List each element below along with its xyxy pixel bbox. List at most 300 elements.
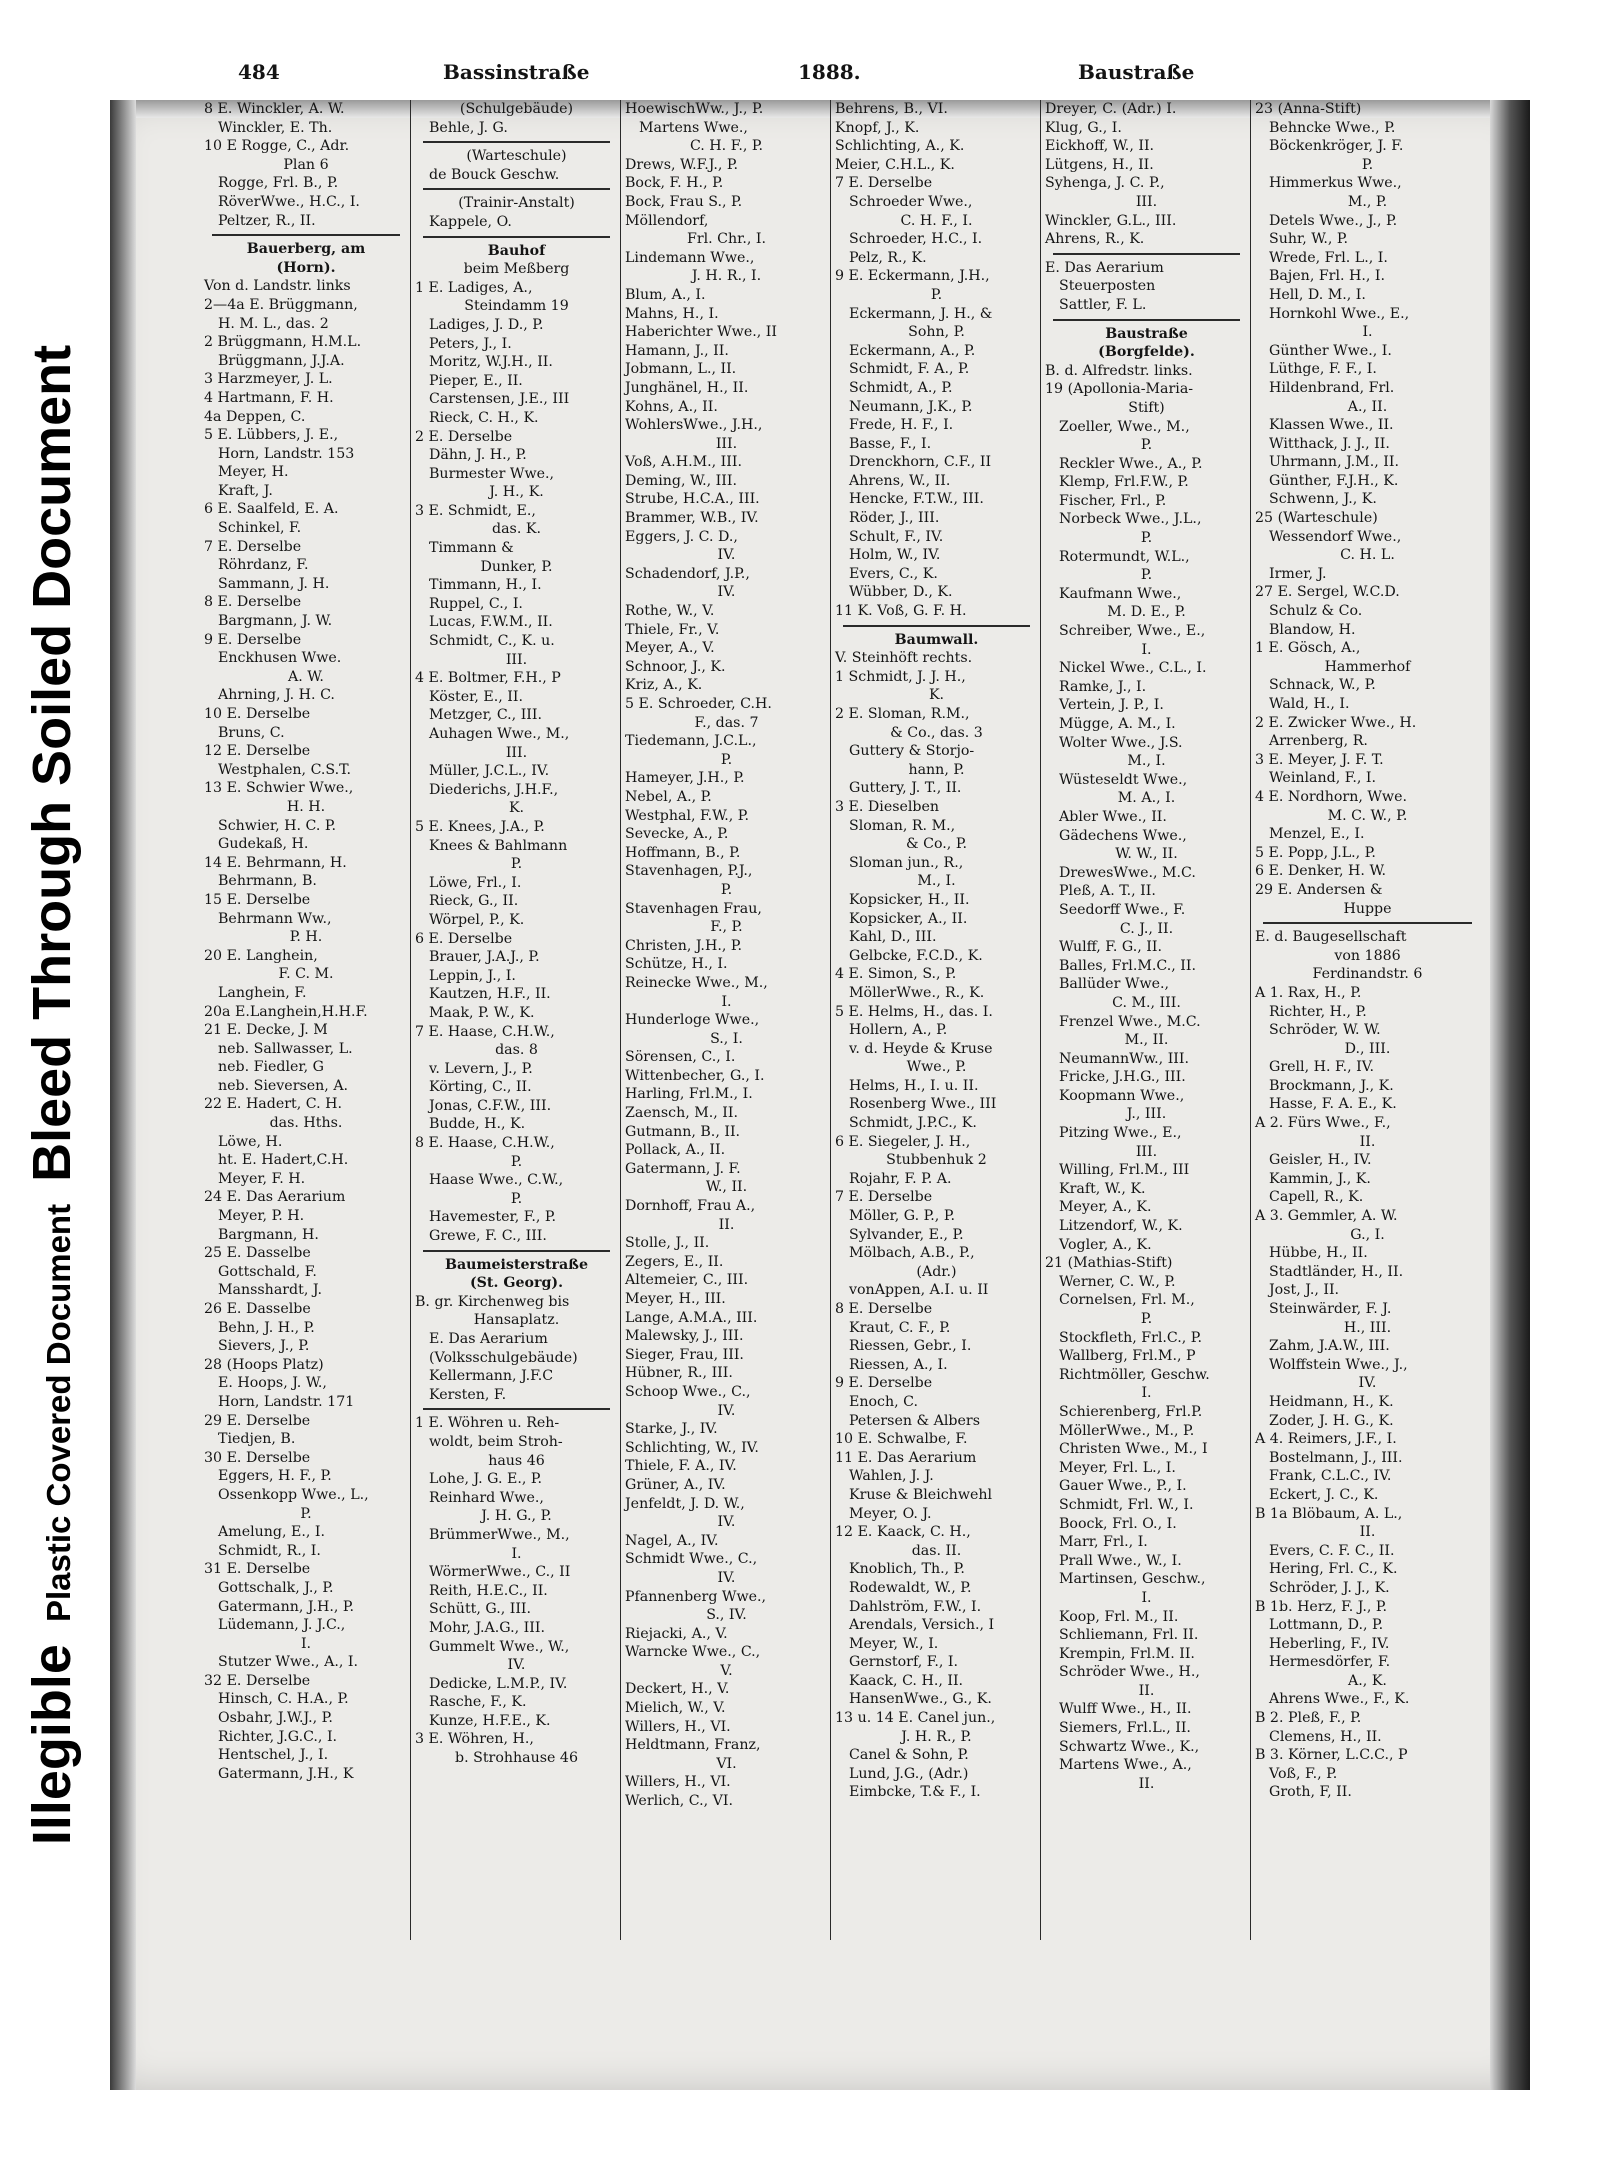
directory-line: Wulff Wwe., H., II.	[1059, 1701, 1192, 1718]
directory-line: Jenfeldt, J. D. W.,	[625, 1495, 745, 1512]
directory-line: D., III.	[1344, 1040, 1391, 1057]
directory-line: 8 E. Haase, C.H.W.,	[415, 1135, 555, 1152]
directory-line: 3 E. Dieselben	[835, 798, 940, 815]
directory-line: Mansshardt, J.	[218, 1282, 322, 1299]
directory-line: 19 (Apollonia-Maria-	[1045, 381, 1194, 398]
directory-line: Prall Wwe., W., I.	[1059, 1552, 1182, 1569]
directory-line: Nebel, A., P.	[625, 788, 712, 805]
directory-line: Rasche, F., K.	[429, 1694, 527, 1711]
directory-line: & Co., P.	[906, 836, 967, 853]
directory-line: Hollern, A., P.	[849, 1022, 948, 1039]
directory-line: Ruppel, C., I.	[429, 595, 523, 612]
directory-line: Knees & Bahlmann	[429, 837, 568, 854]
directory-line: Gernstorf, F., I.	[849, 1654, 958, 1671]
directory-line: Röhrdanz, F.	[218, 557, 309, 574]
directory-line: Schmidt, F. A., P.	[849, 361, 970, 378]
directory-line: B. d. Alfredstr. links.	[1045, 362, 1193, 379]
directory-line: IV.	[717, 1569, 736, 1586]
directory-line: Wwe., P.	[906, 1059, 967, 1076]
running-header	[118, 60, 1498, 90]
directory-line: Sörensen, C., I.	[625, 1049, 736, 1066]
directory-line: 29 E. Andersen &	[1255, 881, 1383, 898]
directory-line: Ossenkopp Wwe., L.,	[218, 1486, 369, 1503]
directory-line: beim Meßberg	[463, 261, 570, 278]
directory-line: III.	[715, 435, 738, 452]
directory-line: de Bouck Geschw.	[429, 166, 560, 183]
directory-line: S., I.	[710, 1030, 743, 1047]
directory-line: I.	[1141, 1589, 1152, 1606]
directory-line: Christen Wwe., M., I	[1059, 1441, 1208, 1458]
directory-line: Hamann, J., II.	[625, 342, 729, 359]
directory-line: 1 E. Gösch, A.,	[1255, 640, 1361, 657]
directory-line: 8 E. Derselbe	[204, 594, 302, 611]
directory-line: Schliemann, Frl. II.	[1059, 1627, 1199, 1644]
directory-line: Amelung, E., I.	[218, 1524, 326, 1541]
directory-line: Zoeller, Wwe., M.,	[1059, 418, 1190, 435]
directory-line: Starke, J., IV.	[625, 1421, 718, 1438]
directory-line: Dunker, P.	[480, 558, 553, 575]
directory-line: Dahlström, F.W., I.	[849, 1598, 982, 1615]
directory-line: P. H.	[289, 929, 323, 946]
directory-line: Gelbcke, F.C.D., K.	[849, 947, 983, 964]
directory-line: Junghänel, H., II.	[625, 379, 749, 396]
directory-line: b. Strohhause 46	[455, 1750, 578, 1767]
directory-line: Kopsicker, A., II.	[849, 910, 968, 927]
directory-line: (Schulgebäude)	[459, 101, 574, 117]
directory-line: Stockfleth, Frl.C., P.	[1059, 1329, 1202, 1346]
column-4	[830, 100, 1038, 1940]
directory-line: Kraut, C. F., P.	[849, 1319, 951, 1336]
directory-line: 4 E. Nordhorn, Wwe.	[1255, 788, 1407, 805]
street-heading: Bauerberg, am	[246, 241, 366, 258]
street-heading: Baumwall.	[894, 631, 979, 648]
directory-line: Schulz & Co.	[1269, 603, 1363, 620]
directory-line: 26 E. Dasselbe	[204, 1301, 311, 1317]
directory-line: Maak, P. W., K.	[429, 1004, 535, 1021]
directory-line: Kohns, A., II.	[625, 398, 718, 415]
plastic-covered-label: Plastic Covered Document	[40, 1203, 77, 1623]
directory-line: Stavenhagen, P.J.,	[625, 863, 753, 880]
directory-line: C. J., II.	[1119, 920, 1174, 937]
directory-line: Clemens, H., II.	[1269, 1728, 1382, 1745]
directory-line: Gädechens Wwe.,	[1059, 827, 1187, 844]
directory-line: J., III.	[1126, 1106, 1167, 1123]
page-binding-shadow	[110, 100, 136, 2090]
directory-line: Willers, H., VI.	[625, 1774, 731, 1791]
directory-line: Ahrens Wwe., F., K.	[1269, 1691, 1410, 1708]
directory-line: Behrmann Ww.,	[218, 910, 332, 927]
directory-line: 6 E. Denker, H. W.	[1255, 863, 1387, 880]
directory-line: Plan 6	[283, 156, 329, 173]
directory-line: Günther, F.J.H., K.	[1269, 472, 1399, 489]
directory-line: Martens Wwe., A.,	[1059, 1757, 1192, 1774]
directory-line: 2 E. Derselbe	[415, 428, 513, 445]
directory-line: C. H. F., P.	[689, 138, 764, 155]
directory-line: Kriz, A., K.	[625, 677, 703, 694]
directory-line: Malewsky, J., III.	[625, 1328, 744, 1345]
directory-line: Dornhoff, Frau A.,	[625, 1198, 756, 1215]
directory-line: Schroeder, H.C., I.	[849, 231, 983, 248]
directory-line: Haase Wwe., C.W.,	[429, 1172, 564, 1189]
directory-line: Rieck, G., II.	[429, 893, 519, 910]
condition-label	[22, 344, 82, 1846]
directory-line: Fricke, J.H.G., III.	[1059, 1069, 1186, 1086]
directory-line: Groth, F, II.	[1269, 1784, 1352, 1801]
directory-line: 22 E. Hadert, C. H.	[204, 1096, 343, 1113]
directory-line: Stutzer Wwe., A., I.	[218, 1654, 358, 1671]
directory-line: M. D. E., P.	[1107, 604, 1186, 621]
directory-line: Jobmann, L., II.	[625, 361, 737, 378]
directory-line: Hinsch, C. H.A., P.	[218, 1691, 349, 1708]
directory-line: P.	[1140, 530, 1153, 547]
directory-line: Lüthge, F. F., I.	[1269, 361, 1377, 378]
directory-line: II.	[1359, 1133, 1376, 1150]
directory-line: Hering, Frl. C., K.	[1269, 1561, 1398, 1578]
directory-line: Cornelsen, Frl. M.,	[1059, 1292, 1195, 1309]
directory-line: Gutmann, B., II.	[625, 1123, 741, 1140]
directory-line: Rodewaldt, W., P.	[849, 1579, 972, 1596]
directory-line: Eimbcke, T.& F., I.	[849, 1784, 981, 1801]
directory-line: Eickhoff, W., II.	[1045, 138, 1155, 155]
directory-line: 13 E. Schwier Wwe.,	[204, 780, 354, 797]
directory-line: Kautzen, H.F., II.	[429, 986, 551, 1003]
directory-line: 12 E. Derselbe	[204, 743, 311, 760]
directory-line: Hermesdörfer, F.	[1269, 1654, 1391, 1671]
directory-line: 5 E. Lübbers, J. E.,	[204, 427, 339, 444]
directory-line: HoewischWw., J., P.	[625, 101, 764, 117]
directory-line: Auhagen Wwe., M.,	[429, 726, 570, 742]
directory-line: RöverWwe., H.C., I.	[218, 193, 360, 210]
directory-line: Lütgens, H., II.	[1045, 156, 1154, 173]
directory-line: B 3. Körner, L.C.C., P	[1255, 1747, 1408, 1764]
directory-line: Lucas, F.W.M., II.	[429, 614, 553, 631]
directory-line: (Warteschule)	[466, 148, 567, 165]
directory-line: 9 E. Eckermann, J.H.,	[835, 268, 990, 285]
directory-line: K.	[508, 800, 525, 817]
directory-line: P.	[1361, 156, 1374, 173]
directory-line: J. H. R., P.	[901, 1728, 972, 1745]
directory-line: 8 E. Derselbe	[835, 1301, 933, 1317]
directory-line: Schröder, J. J., K.	[1269, 1579, 1390, 1596]
directory-line: 1 E. Ladiges, A.,	[415, 279, 533, 296]
directory-line: Eggers, H. F., P.	[218, 1468, 332, 1485]
directory-line: Koopmann Wwe.,	[1059, 1087, 1185, 1104]
directory-line: Sloman jun., R.,	[849, 854, 964, 871]
directory-line: Schoop Wwe., C.,	[625, 1383, 751, 1400]
directory-line: Dähn, J. H., P.	[429, 447, 527, 464]
directory-line: A 1. Rax, H., P.	[1255, 984, 1362, 1001]
directory-line: 21 (Mathias-Stift)	[1045, 1255, 1173, 1272]
directory-line: & Co., das. 3	[890, 724, 983, 741]
directory-line: II.	[1138, 1682, 1155, 1699]
directory-line: 5 E. Helms, H., das. I.	[835, 1003, 993, 1020]
directory-line: Lund, J.G., (Adr.)	[849, 1765, 969, 1782]
page-right-edge	[1490, 100, 1530, 2090]
directory-line: Meyer, P. H.	[218, 1208, 305, 1225]
directory-line: Behncke Wwe., P.	[1269, 119, 1396, 136]
directory-line: Pfannenberg Wwe.,	[625, 1588, 767, 1605]
directory-line: 6 E. Siegeler, J. H.,	[835, 1133, 971, 1150]
directory-line: Wübber, D., K.	[849, 584, 953, 601]
directory-line: Wittenbecher, G., I.	[625, 1067, 765, 1084]
directory-line: Evers, C., K.	[849, 565, 938, 582]
directory-line: 2—4a E. Brüggmann,	[204, 296, 358, 313]
directory-line: Petersen & Albers	[849, 1412, 980, 1429]
directory-line: M., I.	[1127, 753, 1166, 770]
directory-line: Schwier, H. C. P.	[218, 817, 337, 834]
directory-line: C. H. L.	[1340, 547, 1395, 564]
right-street-heading: Baustraße	[1078, 60, 1195, 84]
directory-line: Siemers, Frl.L., II.	[1059, 1720, 1191, 1737]
directory-line: Eckermann, J. H., &	[849, 305, 993, 322]
directory-line: Warncke Wwe., C.,	[625, 1644, 761, 1661]
directory-line: Brockmann, J., K.	[1269, 1077, 1394, 1094]
directory-line: Timmann &	[429, 540, 514, 557]
directory-line: Heberling, F., IV.	[1269, 1635, 1390, 1652]
directory-line: H. H.	[286, 798, 326, 815]
directory-line: das. Hths.	[269, 1115, 343, 1132]
directory-line: Knopf, J., K.	[835, 119, 920, 136]
directory-line: Schreiber, Wwe., E.,	[1059, 623, 1206, 640]
directory-line: P.	[1140, 437, 1153, 454]
directory-line: Kopsicker, H., II.	[849, 891, 970, 908]
directory-line: Guttery & Storjo-	[849, 743, 975, 760]
directory-line: A 4. Reimers, J.F., I.	[1255, 1431, 1397, 1448]
directory-line: Reckler Wwe., A., P.	[1059, 455, 1203, 472]
directory-line: 20 E. Langhein,	[204, 947, 318, 964]
directory-line: Rothe, W., V.	[625, 603, 715, 620]
directory-line: Behn, J. H., P.	[218, 1319, 315, 1336]
directory-line: Grell, H. F., IV.	[1269, 1059, 1375, 1076]
directory-line: Meyer, A., V.	[625, 640, 715, 657]
directory-line: Kunze, H.F.E., K.	[429, 1712, 551, 1729]
directory-line: Knoblich, Th., P.	[849, 1561, 965, 1578]
directory-line: (Volksschulgebäude)	[429, 1349, 578, 1366]
directory-line: Hübbe, H., II.	[1269, 1245, 1368, 1262]
directory-line: Arendals, Versich., I	[849, 1617, 995, 1634]
directory-line: Mahns, H., I.	[625, 305, 719, 322]
directory-line: Gatermann, J.H., P.	[218, 1598, 355, 1615]
directory-line: Ladiges, J. D., P.	[429, 316, 544, 333]
directory-line: 5 E. Schroeder, C.H.	[625, 696, 772, 712]
directory-line: MöllerWwe., M., P.	[1059, 1422, 1195, 1439]
directory-line: Zoder, J. H. G., K.	[1269, 1412, 1394, 1429]
directory-line: Werner, C. W., P.	[1059, 1273, 1176, 1290]
column-3	[620, 100, 828, 1940]
directory-line: 9 E. Derselbe	[835, 1375, 933, 1392]
directory-line: V.	[720, 1662, 733, 1679]
directory-line: Deckert, H., V.	[625, 1681, 730, 1698]
directory-line: Zahm, J.A.W., III.	[1269, 1338, 1390, 1355]
directory-line: Reinecke Wwe., M.,	[625, 974, 768, 991]
directory-line: V. Steinhöft rechts.	[835, 650, 973, 667]
directory-line: Meyer, H., III.	[625, 1291, 726, 1307]
directory-line: Meier, C.H.L., K.	[835, 156, 955, 173]
directory-line: Richter, H., P.	[1269, 1003, 1367, 1020]
directory-line: S., IV.	[706, 1607, 747, 1624]
directory-line: 7 E. Derselbe	[835, 1189, 933, 1206]
directory-line: E. d. Baugesellschaft	[1255, 929, 1407, 946]
directory-line: Schwartz Wwe., K.,	[1059, 1738, 1200, 1755]
directory-line: Mügge, A. M., I.	[1059, 716, 1176, 732]
directory-line: Enoch, C.	[849, 1393, 918, 1410]
directory-line: E. Das Aerarium	[429, 1331, 548, 1347]
directory-line: Grewe, F. C., III.	[429, 1228, 547, 1245]
directory-line: E. Das Aerarium	[1045, 259, 1164, 276]
section-divider	[212, 234, 400, 236]
directory-line: Wahlen, J. J.	[849, 1468, 934, 1485]
directory-line: Riessen, Gebr., I.	[849, 1338, 972, 1355]
directory-line: II.	[1359, 1524, 1376, 1541]
directory-line: Steuerposten	[1059, 278, 1156, 295]
directory-line: vonAppen, A.I. u. II	[849, 1282, 989, 1299]
directory-line: P.	[720, 751, 733, 768]
directory-line: Drenckhorn, C.F., II	[849, 454, 992, 471]
directory-line: Meyer, F. H.	[218, 1170, 306, 1187]
directory-line: A 2. Fürs Wwe., F.,	[1255, 1115, 1391, 1132]
directory-line: Gatermann, J.H., K	[218, 1765, 354, 1782]
directory-line: Steindamm 19	[464, 298, 569, 315]
directory-line: Richtmöller, Geschw.	[1059, 1366, 1210, 1383]
directory-line: II.	[1138, 1775, 1155, 1792]
directory-line: neb. Sallwasser, L.	[218, 1040, 353, 1057]
directory-line: H. M. L., das. 2	[218, 315, 329, 332]
directory-line: Wessendorf Wwe.,	[1269, 528, 1402, 545]
directory-line: Bargmann, J. W.	[218, 613, 333, 630]
directory-line: Frede, H. F., I.	[849, 417, 954, 434]
directory-line: Fischer, Frl., P.	[1059, 492, 1167, 509]
directory-line: IV.	[717, 584, 736, 601]
column-5	[1040, 100, 1248, 1940]
directory-line: Wald, H., I.	[1269, 696, 1350, 712]
directory-line: Wallberg, Frl.M., P	[1059, 1348, 1196, 1365]
directory-line: Müller, J.C.L., IV.	[429, 763, 550, 780]
directory-line: I.	[511, 1545, 522, 1562]
directory-line: Schlichting, A., K.	[835, 138, 965, 155]
directory-line: Diederichs, J.H.F.,	[429, 781, 559, 798]
directory-line: Schnoor, J., K.	[625, 658, 726, 675]
directory-line: 10 E Rogge, C., Adr.	[204, 138, 350, 155]
directory-line: J. H. R., I.	[691, 268, 762, 285]
directory-line: A. W.	[288, 668, 324, 685]
directory-line: neb. Fiedler, G	[218, 1059, 325, 1076]
directory-line: Kersten, F.	[429, 1386, 507, 1403]
directory-line: Leppin, J., I.	[429, 967, 516, 984]
directory-line: Kraft, W., K.	[1059, 1180, 1146, 1197]
directory-line: 2 E. Sloman, R.M.,	[835, 706, 970, 722]
directory-line: Pollack, A., II.	[625, 1142, 726, 1159]
directory-line: Meyer, A., K.	[1059, 1199, 1152, 1216]
directory-line: Schmidt, C., K. u.	[429, 633, 555, 650]
directory-line: I.	[300, 1635, 312, 1652]
directory-line: Haberichter Wwe., II	[625, 324, 777, 341]
directory-line: Meyer, W., I.	[849, 1635, 939, 1652]
directory-line: IV.	[1358, 1375, 1377, 1392]
left-street-heading: Bassinstraße	[443, 60, 590, 84]
directory-line: Moritz, W.J.H., II.	[429, 354, 553, 371]
directory-line: Capell, R., K.	[1269, 1189, 1364, 1206]
directory-line: Schierenberg, Frl.P.	[1059, 1403, 1203, 1420]
directory-line: Kammin, J., K.	[1269, 1170, 1371, 1187]
directory-line: Horn, Landstr. 153	[218, 445, 355, 462]
directory-line: Sloman, R. M.,	[849, 817, 956, 834]
directory-line: Osbahr, J.W.J., P.	[218, 1710, 333, 1727]
directory-line: K.	[928, 687, 945, 704]
directory-line: F. C. M.	[278, 966, 334, 983]
document-condition-banner	[0, 0, 105, 2177]
directory-line: DrewesWwe., M.C.	[1059, 864, 1196, 881]
directory-line: Hornkohl Wwe., E.,	[1269, 305, 1410, 322]
section-divider	[423, 1250, 610, 1252]
section-divider	[1053, 253, 1240, 255]
directory-line: IV.	[717, 1514, 736, 1531]
directory-line: Gottschalk, J., P.	[218, 1579, 334, 1596]
directory-line: Himmerkus Wwe.,	[1269, 175, 1402, 192]
directory-line: Ballüder Wwe.,	[1059, 976, 1170, 993]
directory-line: Sievers, J., P.	[218, 1338, 310, 1355]
directory-line: Basse, F., I.	[849, 435, 932, 452]
directory-line: B 1b. Herz, F. J., P.	[1255, 1598, 1388, 1615]
directory-line: Peltzer, R., II.	[218, 212, 316, 229]
directory-line: Behrmann, B.	[218, 873, 317, 890]
directory-line: von 1886	[1334, 947, 1401, 964]
directory-line: Frank, C.L.C., IV.	[1269, 1468, 1392, 1485]
directory-line: Gottschald, F.	[218, 1263, 317, 1280]
directory-line: Ahrens, W., II.	[849, 472, 951, 489]
directory-line: III.	[505, 651, 528, 668]
directory-line: Blum, A., I.	[625, 286, 706, 303]
directory-line: P.	[1140, 1311, 1153, 1327]
directory-line: Timmann, H., I.	[429, 577, 542, 594]
directory-line: Klug, G., I.	[1045, 119, 1122, 136]
directory-line: W., II.	[705, 1179, 748, 1196]
directory-line: BrümmerWwe., M.,	[429, 1526, 570, 1543]
directory-line: Wolter Wwe., J.S.	[1059, 734, 1183, 751]
directory-line: Mölbach, A.B., P.,	[849, 1245, 975, 1262]
directory-line: 12 E. Kaack, C. H.,	[835, 1524, 971, 1541]
directory-line: IV.	[717, 1402, 736, 1419]
directory-line: Strube, H.C.A., III.	[625, 491, 760, 508]
directory-line: Langhein, F.	[218, 984, 307, 1001]
directory-line: 25 E. Dasselbe	[204, 1245, 311, 1262]
directory-line: (Trainir-Anstalt)	[458, 195, 575, 212]
directory-line: Litzendorf, W., K.	[1059, 1218, 1183, 1235]
directory-line: Wulff, F. G., II.	[1059, 939, 1163, 956]
directory-line: Pelz, R., K.	[849, 249, 927, 266]
directory-line: Sammann, J. H.	[218, 575, 330, 592]
directory-line: Guttery, J. T., II.	[849, 780, 962, 797]
directory-line: Eggers, J. C. D.,	[625, 528, 738, 545]
directory-line: 14 E. Behrmann, H.	[204, 854, 347, 871]
street-heading: Baumeisterstraße	[445, 1256, 588, 1273]
directory-line: Rotermundt, W.L.,	[1059, 548, 1190, 565]
directory-line: Stift)	[1128, 399, 1165, 416]
directory-line: MöllerWwe., R., K.	[849, 984, 985, 1001]
bleed-through-label: Bleed Through Soiled Document	[22, 344, 82, 1182]
directory-line: Schlichting, W., IV.	[625, 1439, 759, 1456]
directory-line: Mielich, W., V.	[625, 1700, 726, 1717]
directory-line: Brauer, J.A.J., P.	[429, 949, 540, 966]
directory-line: 29 E. Derselbe	[204, 1412, 311, 1429]
directory-line: 25 (Warteschule)	[1255, 510, 1378, 527]
directory-line: Canel & Sohn, P.	[849, 1747, 969, 1764]
directory-line: Lindemann Wwe.,	[625, 249, 755, 266]
directory-line: J. H. G., P.	[481, 1508, 552, 1525]
directory-line: Löwe, H.	[218, 1133, 283, 1150]
directory-line: Hunderloge Wwe.,	[625, 1012, 760, 1029]
directory-line: Schmidt, Frl. W., I.	[1059, 1496, 1194, 1513]
directory-line: Martinsen, Geschw.,	[1059, 1571, 1206, 1588]
